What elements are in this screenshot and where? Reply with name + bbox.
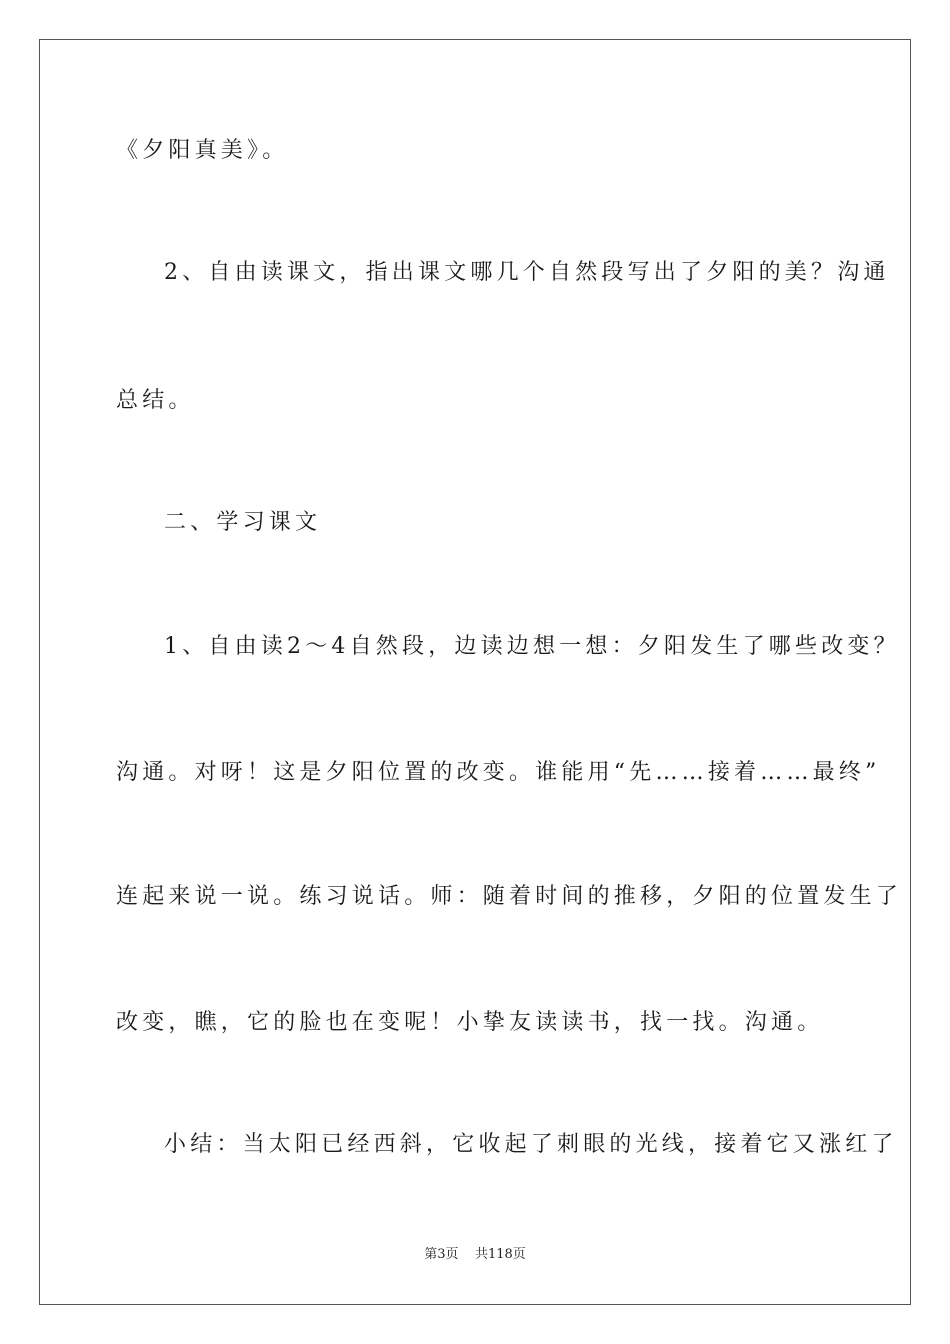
page-number-footer: 第3页 共118页 [424,1247,526,1262]
text-line-6: 沟通。对呀！这是夕阳位置的改变。谁能用“先……接着……最终” [116,760,881,785]
text-line-7: 连起来说一说。练习说话。师：随着时间的推移，夕阳的位置发生了 [116,884,903,909]
section-heading: 二、学习课文 [164,510,322,535]
text-line-3: 总结。 [116,388,195,413]
page-border [39,39,911,1305]
text-line-2: 2、自由读课文，指出课文哪几个自然段写出了夕阳的美？沟通 [164,260,890,285]
text-line-5: 1、自由读2～4自然段，边读边想一想：夕阳发生了哪些改变？ [164,634,900,659]
text-line-1: 《夕阳真美》。 [116,138,289,163]
text-line-9: 小结：当太阳已经西斜，它收起了刺眼的光线，接着它又涨红了 [164,1132,898,1157]
text-line-8: 改变，瞧，它的脸也在变呢！小挚友读读书，找一找。沟通。 [116,1010,824,1035]
